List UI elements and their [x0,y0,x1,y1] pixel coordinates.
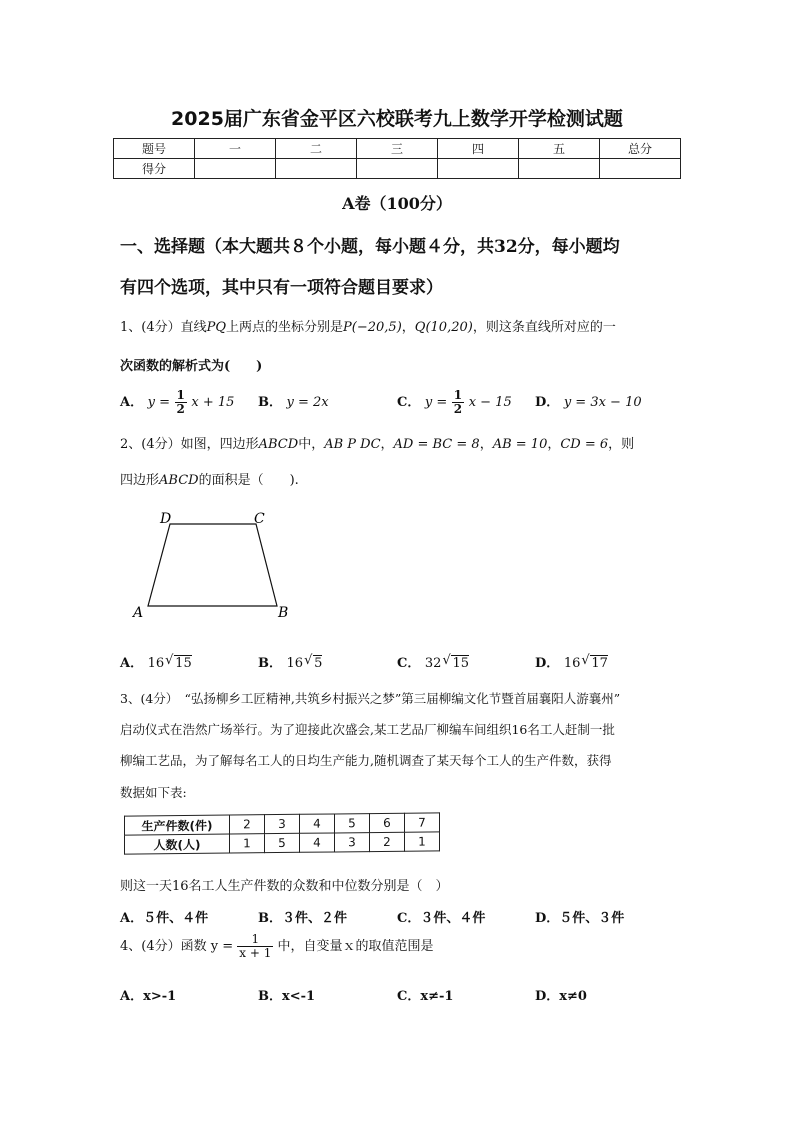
people-row [125,832,440,854]
q2-option-c[interactable]: C． 32√ 15 [397,652,469,671]
people-cell: 1 [405,832,440,851]
q4-line: 4、(4分）函数 y = $\frac{1}{x + 1}$ 中，自变量ｘ的取值范围是 [120,932,434,960]
score-cell [519,159,600,179]
score-cell [357,159,438,179]
part1-heading-line2: 有四个选项，其中只有一项符合题目要求） [120,278,443,298]
trapezoid-shape [148,524,277,606]
q3-option-b[interactable]: B．３件、２件 [258,911,347,926]
q3-line4: 数据如下表: [120,785,187,800]
sqrt: √ 5 [313,655,322,671]
score-cell: 得分 [114,159,195,179]
q4-option-b[interactable]: B．x<-1 [258,989,316,1004]
score-cell: 题号 [114,139,195,159]
production-cell: 6 [370,813,405,832]
fraction: $\frac{1}{2}$ [176,388,185,416]
q4-option-d[interactable]: D．x≠0 [535,989,587,1004]
vertex-label-b: B [278,605,289,621]
q3-option-d[interactable]: D．５件、３件 [535,911,625,926]
score-table-header-row [114,139,681,159]
q1-option-c[interactable]: C． y = $\frac{1}{2}$ x − 15 [397,388,512,416]
q4-option-c[interactable]: C．x≠-1 [397,989,454,1004]
trapezoid-figure [128,505,298,625]
people-cell: 2 [370,832,405,851]
sqrt: √ 17 [590,655,608,671]
production-cell: 3 [265,814,300,833]
fraction: $\frac{1}{2}$ [453,388,463,416]
q4-option-a[interactable]: A．x>-1 [120,989,177,1004]
vertex-label-c: C [254,511,265,527]
q3-line1: 3、(4分） “弘扬柳乡工匠精神,共筑乡村振兴之梦”第三届柳编文化节暨首届襄阳人游襄州” [120,691,621,706]
q3-line3: 柳编工艺品，为了解每名工人的日均生产能力,随机调查了某天每个工人的生产件数，获得 [120,753,612,768]
score-cell [195,159,276,179]
production-cell: 4 [300,814,335,833]
production-cell: 2 [230,815,265,834]
vertex-label-a: A [133,605,144,621]
q2-option-d[interactable]: D． 16√ 17 [535,652,608,671]
q2-option-a[interactable]: A． 16√ 15 [120,652,192,671]
score-cell: 二 [276,139,357,159]
sqrt: √ 15 [174,655,192,671]
people-cell: 3 [335,833,370,852]
score-table [113,138,681,179]
production-cell: 7 [405,813,440,832]
people-cell: 5 [265,833,300,852]
q1-option-b[interactable]: B． y = 2x [258,395,329,410]
section-a-heading: A卷（100分） [342,194,452,213]
people-cell: 1 [230,834,265,853]
q3-option-c[interactable]: C．３件、４件 [397,911,486,926]
q1-option-d[interactable]: D． y = 3x − 10 [535,395,642,410]
q2-line2: 四边形ABCD的面积是（ ). [120,473,299,488]
sqrt: √ 15 [451,655,469,671]
q1-line2: 次函数的解析式为( ) [120,359,263,374]
score-cell: 三 [357,139,438,159]
production-table [124,812,440,854]
q2-option-b[interactable]: B． 16√ 5 [258,652,322,671]
exam-title: 2025届广东省金平区六校联考九上数学开学检测试题 [171,108,623,130]
q2-line1: 2、(4分）如图，四边形ABCD中，AB P DC，AD = BC = 8，AB = 10，CD = 6，则 [120,437,635,452]
production-header: 生产件数(件) [125,815,230,835]
q3-line2: 启动仪式在浩然广场举行。为了迎接此次盛会,某工艺品厂柳编车间组织16名工人赶制一批 [120,722,615,737]
score-cell: 总分 [600,139,681,159]
score-cell [438,159,519,179]
score-cell [276,159,357,179]
people-cell: 4 [300,833,335,852]
q1-line1: 1、(4分）直线PQ上两点的坐标分别是P(−20,5)，Q(10,20)，则这条直线所对应的一 [120,320,616,335]
q1-option-a[interactable]: A． y = $\frac{1}{2}$ x + 15 [120,388,235,416]
q3-question: 则这一天16名工人生产件数的众数和中位数分别是（ ） [120,879,449,894]
score-cell: 一 [195,139,276,159]
score-cell: 五 [519,139,600,159]
fraction: $\frac{1}{x + 1}$ [239,932,272,960]
vertex-label-d: D [160,511,172,527]
part1-heading-line1: 一、选择题（本大题共８个小题，每小题４分，共32分，每小题均 [120,237,620,257]
score-table-score-row [114,159,681,179]
score-cell: 四 [438,139,519,159]
score-cell [600,159,681,179]
people-header: 人数(人) [125,834,230,854]
q3-option-a[interactable]: A．５件、４件 [120,911,209,926]
production-cell: 5 [335,814,370,833]
